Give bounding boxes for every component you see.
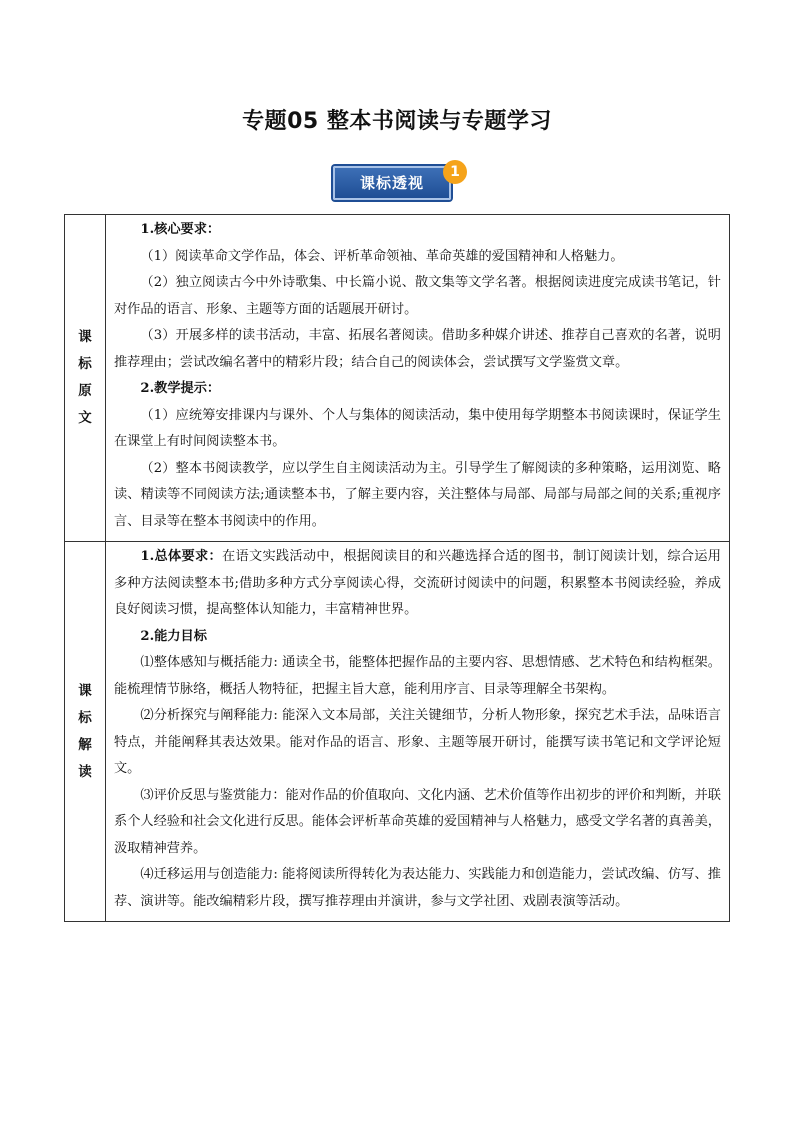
section-badge-label: 课标透视 (333, 166, 451, 200)
paragraph (114, 544, 721, 624)
paragraph: ⑷迁移运用与创造能力: 能将阅读所得转化为表达能力、实践能力和创造能力，尝试改编、仿写、推荐、演讲等。能改编精彩片段，撰写推荐理由并演讲，参与文学社团、戏剧表演等活动。 (114, 867, 721, 909)
row-label-original (65, 215, 106, 542)
section-heading: 1.核心要求： (140, 222, 221, 237)
row-label-char: 课 (78, 329, 92, 345)
paragraph: （3）开展多样的读书活动，丰富、拓展名著阅读。借助多种媒介讲述、推荐自己喜欢的名著，说明推荐理由；尝试改编名著中的精彩片段；结合自己的阅读体会，尝试撰写文学鉴赏文章。 (114, 328, 721, 370)
paragraph: ⑶评价反思与鉴赏能力：能对作品的价值取向、文化内涵、艺术价值等作出初步的评价和判断，并联系个人经验和社会文化进行反思。能体会评析革命英雄的爱国精神与人格魅力，感受文学名著的真善美，汲取精神营养。 (114, 787, 721, 856)
row-label-char: 文 (78, 410, 92, 426)
table-row-original (65, 215, 730, 542)
table-row-interpretation (65, 542, 730, 922)
paragraph: （1）阅读革命文学作品，体会、评析革命领袖、革命英雄的爱国精神和人格魅力。 (140, 248, 624, 264)
curriculum-table (64, 214, 730, 922)
paragraph: （1）应统筹安排课内与课外、个人与集体的阅读活动，集中使用每学期整本书阅读课时，保证学生在课堂上有时间阅读整本书。 (114, 407, 721, 449)
row-label-char: 解 (78, 736, 92, 753)
section-heading: 2.能力目标 (140, 628, 207, 644)
row-label-char: 标 (78, 709, 92, 726)
paragraph: （2）独立阅读古今中外诗歌集、中长篇小说、散文集等文学名著。根据阅读进度完成读书笔记，针对作品的语言、形象、主题等方面的话题展开研讨。 (114, 275, 721, 317)
section-badge-number: 1 (443, 160, 467, 184)
row-label-char: 标 (78, 356, 92, 372)
row-label-char: 课 (78, 682, 92, 699)
inline-heading: 1.总体要求： (140, 549, 222, 564)
row-content-interpretation (106, 542, 730, 922)
paragraph: ⑵分析探究与阐释能力: 能深入文本局部，关注关键细节，分析人物形象，探究艺术手法，品味语言特点，并能阐释其表达效果。能对作品的语言、形象、主题等展开研讨，能撰写读书笔记和文学评论短文。 (114, 708, 721, 776)
row-label-char: 读 (78, 763, 92, 780)
paragraph: ⑴整体感知与概括能力: 通读全书，能整体把握作品的主要内容、思想情感、艺术特色和结构框架。能梳理情节脉络，概括人物特征，把握主旨大意，能利用序言、目录等理解全书架构。 (114, 655, 721, 697)
section-badge (333, 160, 469, 202)
row-label-interpretation (65, 542, 106, 922)
row-label-char: 原 (78, 383, 92, 399)
row-content-original (106, 215, 730, 542)
paragraph: （2）整本书阅读教学，应以学生自主阅读活动为主。引导学生了解阅读的多种策略，运用浏览、略读、精读等不同阅读方法;通读整本书，了解主要内容，关注整体与局部、局部与局部之间的关系;重视序言、目录等在整本书阅读中的作用。 (114, 460, 721, 529)
page-title: 专题05 整本书阅读与专题学习 (242, 109, 552, 134)
paragraph-text: 在语文实践活动中，根据阅读目的和兴趣选择合适的图书，制订阅读计划，综合运用多种方法阅读整本书;借助多种方式分享阅读心得，交流研讨阅读中的问题，积累整本书阅读经验，养成良好阅读习惯，提高整体认知能力，丰富精神世界。 (114, 549, 721, 617)
section-heading: 2.教学提示： (140, 381, 221, 396)
